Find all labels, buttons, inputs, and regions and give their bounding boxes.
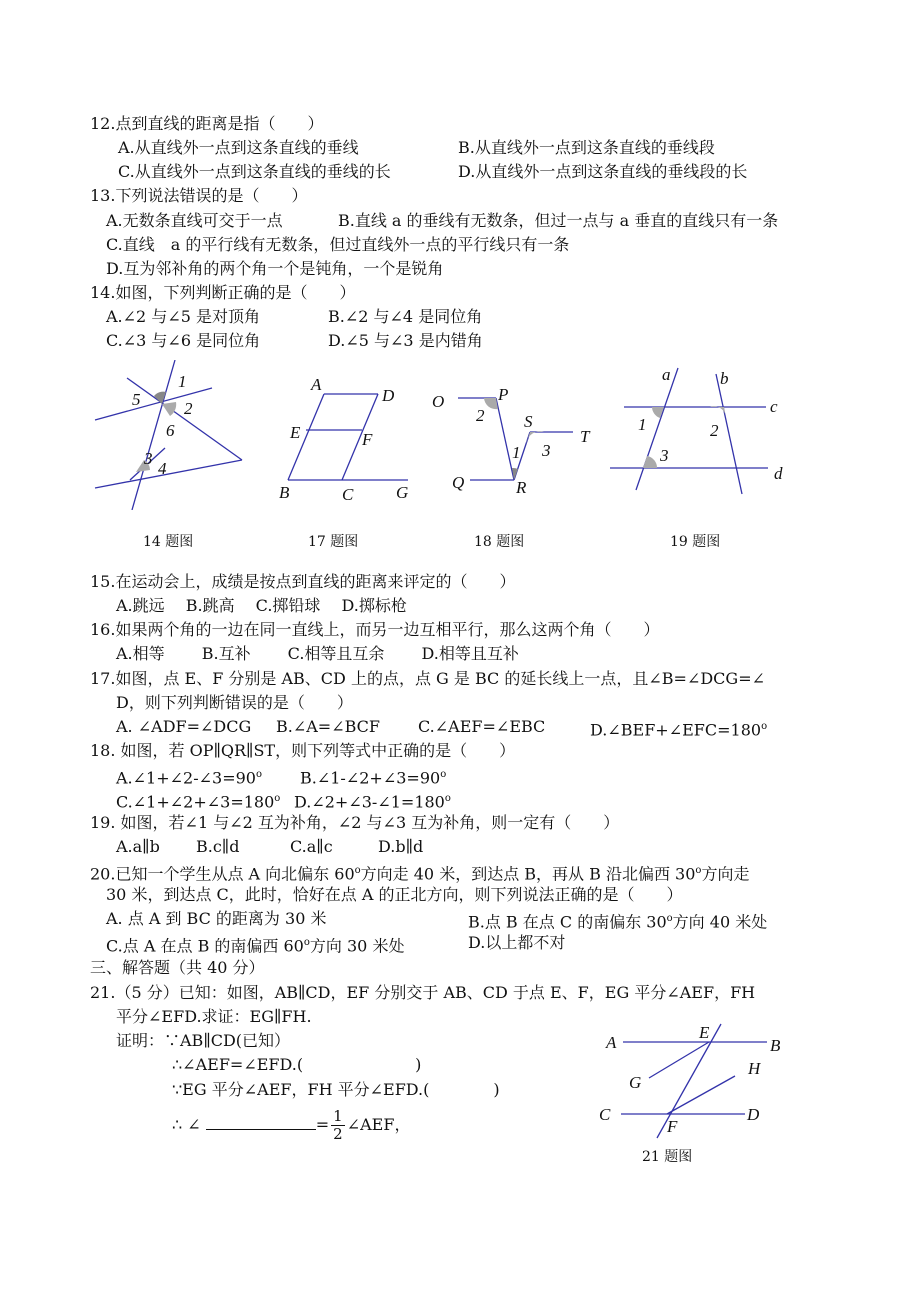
q21-proof-line4: ∴ ∠ = $\frac{1}{2}$ ∠AEF，: [172, 1107, 411, 1143]
q16-options[interactable]: A.相等 B.互补 C.相等且互余 D.相等且互补: [116, 644, 519, 663]
fig18-label-2: 2: [476, 406, 485, 425]
q13-option-b[interactable]: B.直线 a 的垂线有无数条，但过一点与 a 垂直的直线只有一条: [338, 211, 779, 230]
fig21-label-E: E: [699, 1023, 710, 1042]
fig18-label-P: P: [498, 385, 509, 404]
q17-option-d[interactable]: $D.\angle BEF+\angle EFC=180^o$: [590, 720, 768, 740]
q13-option-d[interactable]: D.互为邻补角的两个角一个是钝角，一个是锐角: [106, 259, 444, 278]
fig18-label-T: T: [580, 427, 590, 446]
q13-stem: 13.下列说法错误的是（ ）: [90, 186, 308, 205]
figure-14: [90, 360, 250, 510]
q19-option-c[interactable]: C.a∥c: [290, 837, 333, 856]
fig17-label-G: G: [396, 483, 409, 502]
fraction-half: $\frac{1}{2}$: [333, 1107, 343, 1143]
fig21-label-D: D: [747, 1105, 760, 1124]
fig14-label-1: 1: [178, 372, 187, 391]
fig14-caption: 14 题图: [143, 534, 194, 550]
fig18-label-S: S: [524, 412, 533, 431]
q12-option-a[interactable]: A.从直线外一点到这条直线的垂线: [118, 138, 359, 157]
fig14-label-6: 6: [166, 421, 175, 440]
q20-option-d[interactable]: D.以上都不对: [468, 933, 566, 952]
fig18-label-1: 1: [512, 443, 521, 462]
q16-stem: 16.如果两个角的一边在同一直线上，而另一边互相平行，那么这两个角（ ）: [90, 620, 660, 639]
fig19-label-a: a: [662, 365, 671, 384]
q21-proof-line2: ∴∠AEF=∠EFD.( ): [172, 1055, 422, 1074]
fig21-label-B: B: [770, 1036, 781, 1055]
q20-stem-line1: 20.已知一个学生从点 A 向北偏东 60$^o$方向走 40 米，到达点 B，再从 B 沿北偏西 30$^o$方向走: [90, 864, 750, 884]
q12-option-c[interactable]: C.从直线外一点到这条直线的垂线的长: [118, 162, 391, 181]
fig21-label-C: C: [599, 1105, 611, 1124]
q13-option-a[interactable]: A.无数条直线可交于一点: [106, 211, 283, 230]
q21-stem-line2: 平分∠EFD.求证：EG∥FH.: [116, 1007, 312, 1026]
fig21-label-H: H: [748, 1059, 761, 1078]
fig21-label-G: G: [629, 1073, 642, 1092]
q12-option-d[interactable]: D.从直线外一点到这条直线的垂线段的长: [458, 162, 748, 181]
q20-option-a[interactable]: A. 点 A 到 BC 的距离为 30 米: [106, 909, 327, 928]
q19-stem: 19. 如图，若∠1 与∠2 互为补角，∠2 与∠3 互为补角，则一定有（ ）: [90, 813, 620, 832]
q14-option-a[interactable]: A.∠2 与∠5 是对顶角: [106, 307, 260, 326]
q17-option-c[interactable]: C.∠AEF=∠EBC: [418, 717, 546, 736]
q18-option-c[interactable]: $C.\angle 1+\angle 2+\angle 3=180^o$: [116, 792, 281, 812]
q20-option-b[interactable]: B.点 B 在点 C 的南偏东 30$^o$方向 40 米处: [468, 912, 768, 932]
q18-option-d[interactable]: $D.\angle 2+\angle 3-\angle 1=180^o$: [294, 792, 451, 812]
fig18-label-Q: Q: [452, 473, 465, 492]
q12-stem: 12.点到直线的距离是指（ ）: [90, 114, 324, 133]
figure-17: [278, 370, 428, 510]
figure-18: [428, 380, 598, 505]
q18-stem: 18. 如图，若 OP∥QR∥ST，则下列等式中正确的是（ ）: [90, 741, 516, 760]
q17-option-a[interactable]: A. ∠ADF=∠DCG: [116, 717, 252, 736]
q17-stem-line1: 17.如图，点 E、F 分别是 AB、CD 上的点，点 G 是 BC 的延长线上一点，且∠B=∠DCG=∠: [90, 669, 766, 688]
figure-19: [600, 360, 800, 500]
fig17-caption: 17 题图: [308, 534, 359, 550]
fig17-label-A: A: [311, 375, 322, 394]
fig19-label-3: 3: [660, 446, 669, 465]
q17-stem-line2: D，则下列判断错误的是（ ）: [116, 693, 353, 712]
q17-option-b[interactable]: B.∠A=∠BCF: [276, 717, 381, 736]
q15-stem: 15.在运动会上，成绩是按点到直线的距离来评定的（ ）: [90, 572, 516, 591]
q21-proof-line3: ∵EG 平分∠AEF，FH 平分∠EFD.( ): [172, 1080, 500, 1099]
fig18-label-R: R: [516, 478, 527, 497]
q19-option-d[interactable]: D.b∥d: [378, 837, 424, 856]
q20-option-c[interactable]: C.点 A 在点 B 的南偏西 60$^o$方向 30 米处: [106, 936, 405, 956]
fig19-label-2: 2: [710, 421, 719, 440]
fig19-label-b: b: [720, 369, 729, 388]
fig17-label-B: B: [279, 483, 290, 502]
q19-option-b[interactable]: B.c∥d: [196, 837, 240, 856]
q19-option-a[interactable]: A.a∥b: [116, 837, 160, 856]
fig18-label-3: 3: [542, 441, 551, 460]
fig21-caption: 21 题图: [642, 1149, 693, 1165]
q18-option-b[interactable]: $B.\angle 1-\angle 2+\angle 3=90^o$: [300, 768, 447, 788]
fig17-label-F: F: [362, 430, 373, 449]
fig14-label-4: 4: [158, 459, 167, 478]
fig18-caption: 18 题图: [474, 534, 525, 550]
fig21-label-F: F: [667, 1117, 678, 1136]
fig17-label-C: C: [342, 485, 354, 504]
q18-option-a[interactable]: $A.\angle 1+\angle 2-\angle 3=90^o$: [116, 768, 263, 788]
fig14-label-3: 3: [144, 449, 153, 468]
fig21-label-A: A: [606, 1033, 617, 1052]
section-heading: 三、解答题（共 40 分）: [90, 958, 265, 977]
q14-option-c[interactable]: C.∠3 与∠6 是同位角: [106, 331, 261, 350]
q12-option-b[interactable]: B.从直线外一点到这条直线的垂线段: [458, 138, 715, 157]
fig19-label-d: d: [774, 464, 783, 483]
q14-stem: 14.如图，下列判断正确的是（ ）: [90, 283, 356, 302]
q21-proof-line1: 证明：∵AB∥CD(已知）: [116, 1031, 291, 1050]
fig14-label-5: 5: [132, 390, 141, 409]
fig19-label-1: 1: [638, 415, 647, 434]
q13-option-c[interactable]: C.直线 a 的平行线有无数条，但过直线外一点的平行线只有一条: [106, 235, 570, 254]
q14-option-b[interactable]: B.∠2 与∠4 是同位角: [328, 307, 483, 326]
q15-options[interactable]: A.跳远 B.跳高 C.掷铅球 D.掷标枪: [116, 596, 407, 615]
q14-option-d[interactable]: D.∠5 与∠3 是内错角: [328, 331, 483, 350]
fig17-label-E: E: [290, 423, 301, 442]
answer-blank[interactable]: [206, 1115, 316, 1130]
q21-stem-line1: 21.（5 分）已知：如图，AB∥CD，EF 分别交于 AB、CD 于点 E、F，EG 平分∠AEF，FH: [90, 983, 756, 1002]
fig19-label-c: c: [770, 397, 778, 416]
fig14-label-2: 2: [184, 399, 193, 418]
q20-stem-line2: 30 米，到达点 C，此时，恰好在点 A 的正北方向，则下列说法正确的是（ ）: [106, 885, 683, 904]
fig19-caption: 19 题图: [670, 534, 721, 550]
fig18-label-O: O: [432, 392, 445, 411]
figure-21: [595, 1020, 795, 1140]
fig17-label-D: D: [382, 386, 395, 405]
